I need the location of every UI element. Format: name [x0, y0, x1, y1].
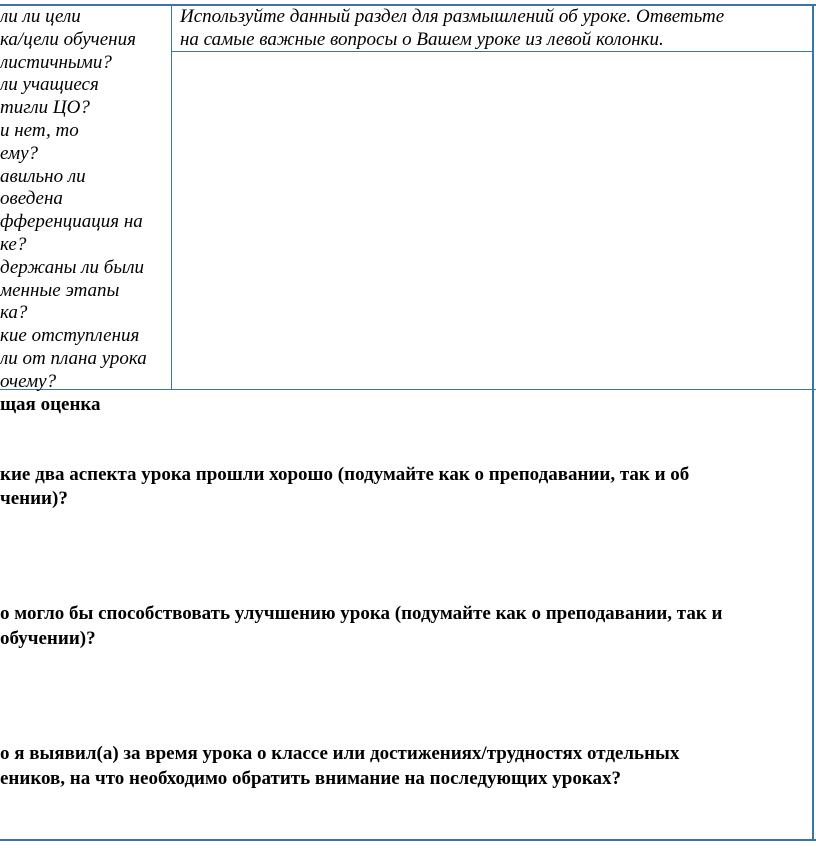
question-text-line: чении)?: [0, 488, 68, 509]
question-line: держаны ли были: [0, 256, 145, 278]
question-line: тигли ЦО?: [0, 97, 90, 119]
question-line: ему?: [0, 142, 39, 164]
question-line: ли от плана урока: [0, 348, 147, 369]
question-text-line: обучении)?: [0, 628, 96, 649]
question-line: фференциация на: [0, 211, 143, 233]
question-line: оведена: [0, 188, 63, 210]
question-line: менные этапы: [0, 279, 120, 301]
question-text-line: кие два аспекта урока прошли хорошо (подумайте как о преподавании, так и об: [0, 464, 690, 485]
question-line: ка/цели обучения: [0, 28, 136, 50]
table-border-bottom: [0, 839, 816, 841]
question-text-line: о могло бы способствовать улучшению урока (подумайте как о преподавании, так и: [0, 603, 723, 624]
summary-row-divider: [0, 389, 816, 390]
reflection-answer-area[interactable]: [172, 52, 812, 389]
question-line: и нет, то: [0, 120, 79, 141]
question-line: авильно ли: [0, 165, 86, 187]
question-line: кие отступления: [0, 325, 140, 347]
question-line: очему?: [0, 370, 57, 392]
table-border-right: [812, 4, 814, 841]
question-line: ка?: [0, 302, 28, 324]
question-text-line: о я выявил(а) за время урока о классе или достижениях/трудностях отдельных: [0, 743, 680, 764]
instruction-line: на самые важные вопросы о Вашем уроке из левой колонки.: [180, 28, 664, 50]
summary-heading: щая оценка: [0, 394, 101, 415]
question-line: листичными?: [0, 51, 112, 73]
question-line: ли учащиеся: [0, 74, 99, 96]
question-line: ли ли цели: [0, 6, 81, 27]
question-text-line: еников, на что необходимо обратить внимание на последующих уроках?: [0, 768, 621, 789]
instruction-line: Используйте данный раздел для размышлений об уроке. Ответьте: [180, 6, 725, 27]
question-line: ке?: [0, 234, 27, 255]
